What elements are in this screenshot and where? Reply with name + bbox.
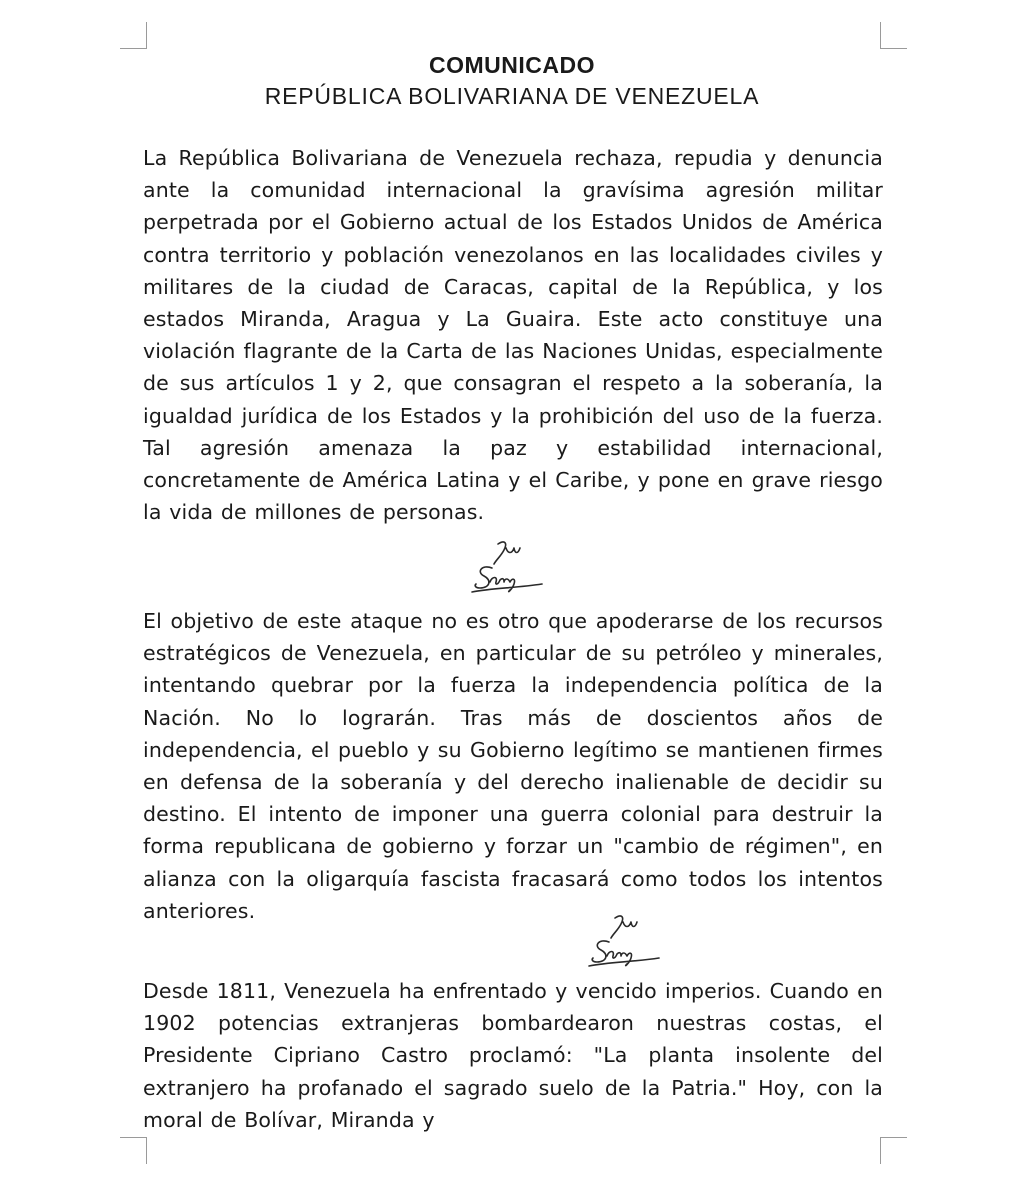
paragraph-1: La República Bolivariana de Venezuela rechaza, repudia y denuncia ante la comunidad internacional la gravísima agresión militar perpetrada por el Gobierno actual de los Estados Unidos de América contra territorio y población venezolanos en las localidades civiles y militares de la ciudad de Caracas, capital de la República, y los estados Miranda, Aragua y La Guaira. Este acto constituye una violación flagrante de la Carta de las Naciones Unidas, especialmente de sus artículos 1 y 2, que consagran el respeto a la soberanía, la igualdad jurídica de los Estados y la prohibición del uso de la fuerza. Tal agresión amenaza la paz y estabilidad internacional, concretamente de América Latina y el Caribe, y pone en grave riesgo la vida de millones de personas. [143,146,883,525]
crop-mark-bottom-left [120,1137,147,1164]
document-subtitle: REPÚBLICA BOLIVARIANA DE VENEZUELA [264,83,760,109]
signature-mark [585,912,665,972]
document-title: COMUNICADO [429,52,595,78]
paragraph-3: Desde 1811, Venezuela ha enfrentado y vencido imperios. Cuando en 1902 potencias extranjeras bombardearon nuestras costas, el Presidente Cipriano Castro proclamó: "La planta insolente del extranjero ha profanado el sagrado suelo de la Patria." Hoy, con la moral de Bolívar, Miranda y [143,979,883,1132]
document-header [0,50,1024,112]
crop-mark-top-left [120,22,147,49]
paragraph-2: El objetivo de este ataque no es otro que apoderarse de los recursos estratégicos de Venezuela, en particular de su petróleo y minerales, intentando quebrar por la fuerza la independencia política de la Nación. No lo lograrán. Tras más de doscientos años de independencia, el pueblo y su Gobierno legítimo se mantienen firmes en defensa de la soberanía y del derecho inalienable de decidir su destino. El intento de imponer una guerra colonial para destruir la forma republicana de gobierno y forzar un "cambio de régimen", en alianza con la oligarquía fascista fracasará como todos los intentos anteriores. [143,609,883,923]
crop-mark-top-right [880,22,907,49]
crop-mark-bottom-right [880,1137,907,1164]
signature-mark [468,538,548,598]
